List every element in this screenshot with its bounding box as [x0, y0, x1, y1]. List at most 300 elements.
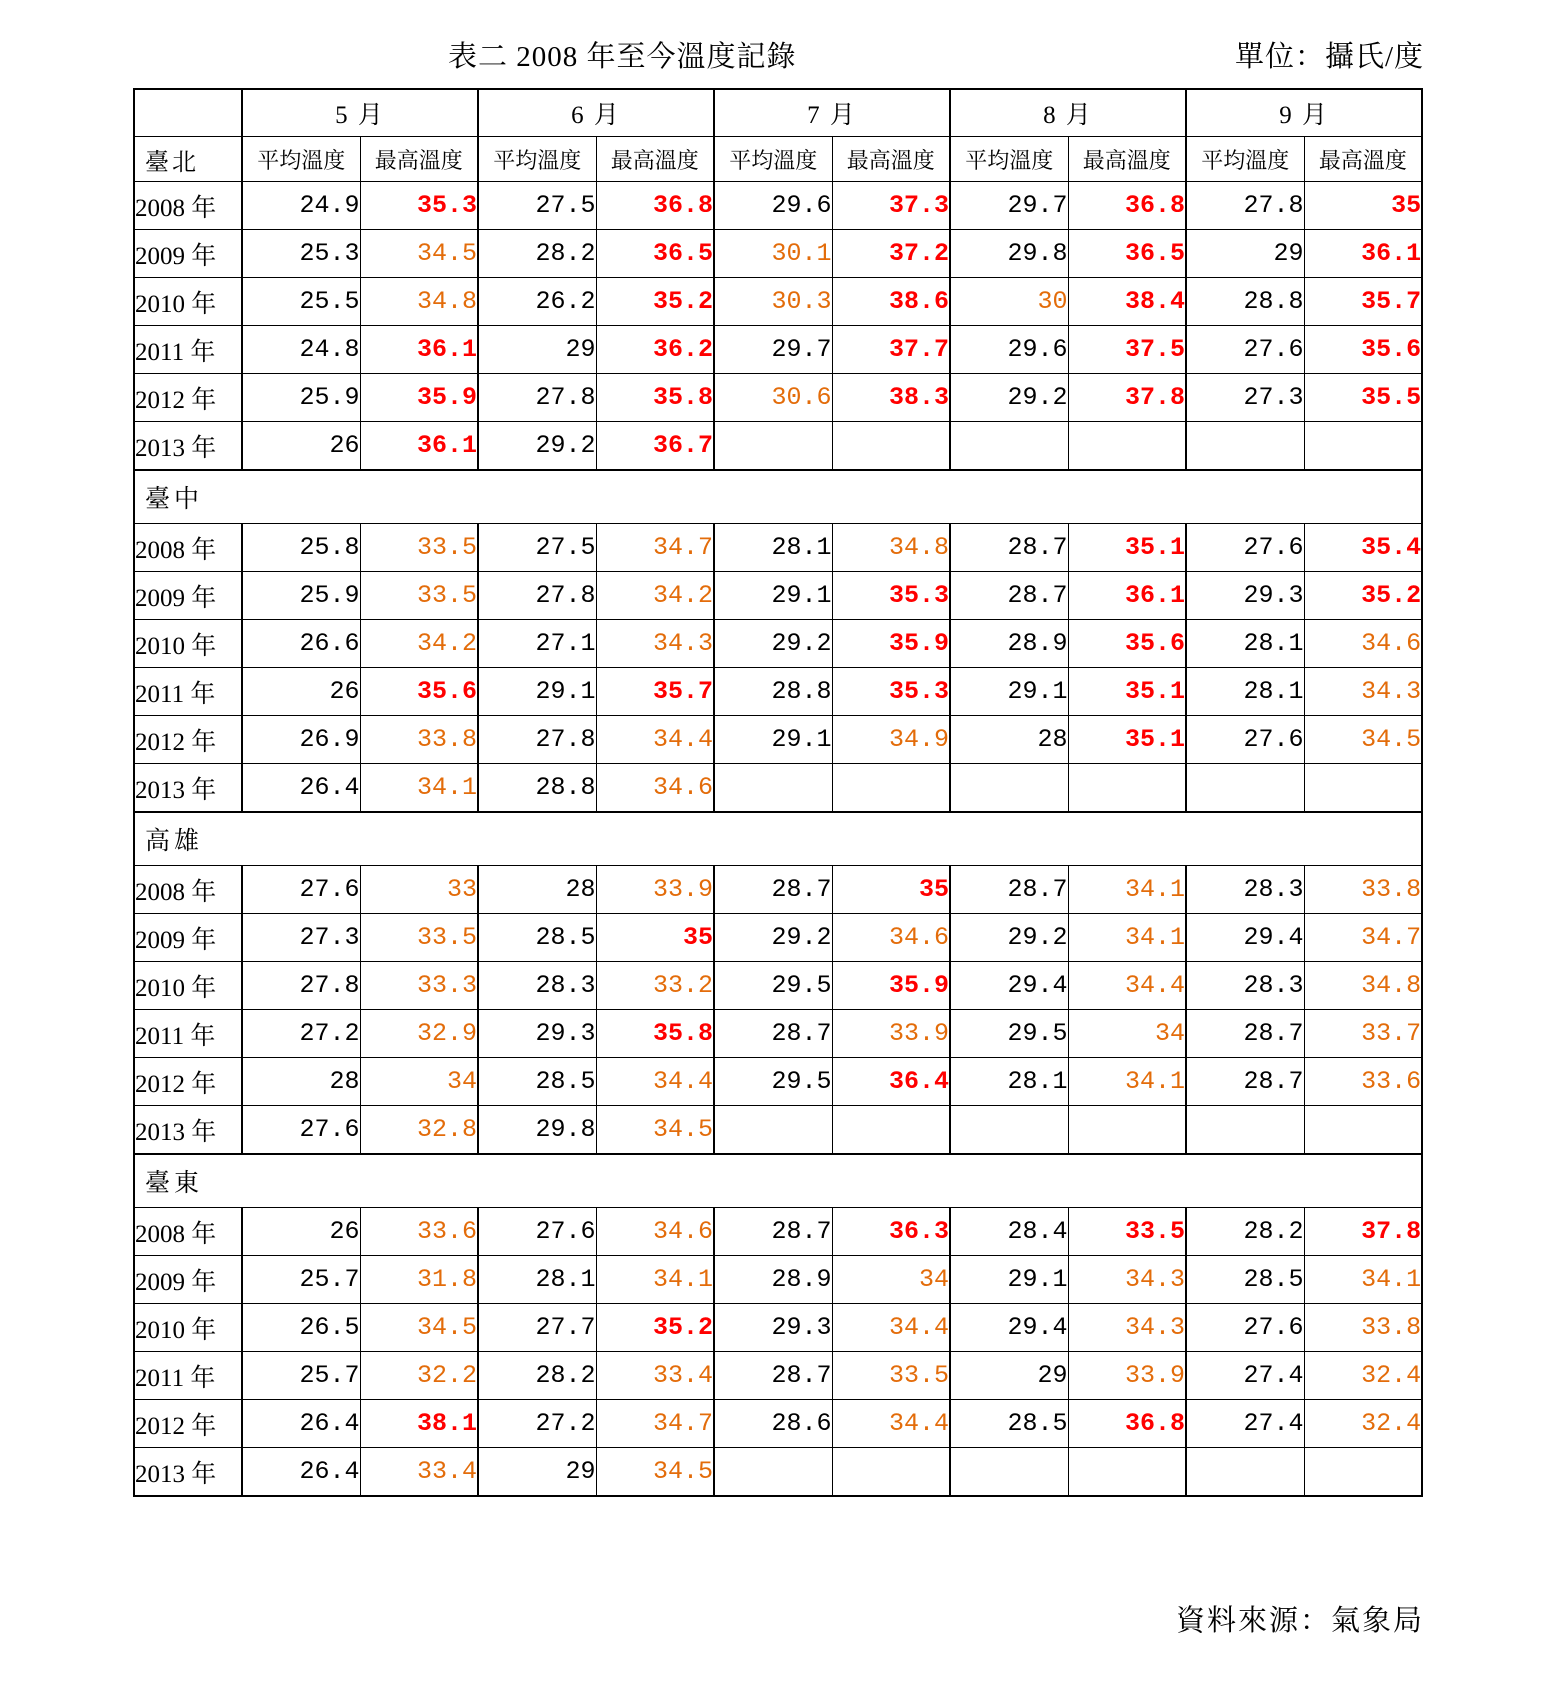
cell-max-temp: 33.6	[360, 1208, 478, 1256]
cell-max-temp: 34.6	[596, 1208, 714, 1256]
table-row	[134, 764, 1422, 813]
table-row	[134, 716, 1422, 764]
cell-avg-temp: 29.5	[950, 1010, 1068, 1058]
cell-avg-temp: 26.6	[242, 620, 360, 668]
cell-avg-temp: 28.7	[714, 1208, 832, 1256]
cell-avg-temp: 29.3	[478, 1010, 596, 1058]
cell-avg-temp: 27.5	[478, 524, 596, 572]
subheader-avg-temp: 平均溫度	[1186, 137, 1304, 182]
cell-max-temp: 36.3	[832, 1208, 950, 1256]
cell-avg-temp: 27.8	[242, 962, 360, 1010]
cell-avg-temp	[1186, 422, 1304, 471]
cell-avg-temp: 27.8	[1186, 182, 1304, 230]
cell-max-temp: 35.6	[1304, 326, 1422, 374]
cell-avg-temp: 29.8	[478, 1106, 596, 1155]
cell-avg-temp: 27.4	[1186, 1352, 1304, 1400]
cell-avg-temp: 24.9	[242, 182, 360, 230]
row-year-label: 2009 年	[134, 572, 242, 620]
cell-max-temp: 34	[832, 1256, 950, 1304]
cell-avg-temp	[950, 764, 1068, 813]
cell-avg-temp: 29	[950, 1352, 1068, 1400]
cell-max-temp: 35	[1304, 182, 1422, 230]
cell-max-temp: 36.5	[1068, 230, 1186, 278]
cell-avg-temp: 28.5	[478, 914, 596, 962]
cell-avg-temp: 26	[242, 422, 360, 471]
city-label-3: 臺東	[134, 1154, 1422, 1208]
subheader-max-temp: 最高溫度	[832, 137, 950, 182]
row-year-label: 2013 年	[134, 1448, 242, 1497]
cell-avg-temp	[714, 422, 832, 471]
cell-avg-temp: 27.6	[1186, 1304, 1304, 1352]
table-row	[134, 278, 1422, 326]
cell-max-temp: 34.1	[1068, 914, 1186, 962]
table-row	[134, 1058, 1422, 1106]
cell-max-temp: 35	[832, 866, 950, 914]
cell-max-temp: 33.2	[596, 962, 714, 1010]
cell-max-temp: 35.3	[360, 182, 478, 230]
page-title: 表二 2008 年至今溫度記錄	[448, 41, 797, 73]
cell-avg-temp: 29.3	[714, 1304, 832, 1352]
row-year-label: 2008 年	[134, 182, 242, 230]
cell-max-temp: 34.2	[596, 572, 714, 620]
cell-avg-temp: 25.9	[242, 374, 360, 422]
row-year-label: 2012 年	[134, 1058, 242, 1106]
table-row	[134, 1106, 1422, 1155]
table-row	[134, 914, 1422, 962]
row-year-label: 2013 年	[134, 422, 242, 471]
subheader-avg-temp: 平均溫度	[714, 137, 832, 182]
cell-avg-temp: 29.5	[714, 962, 832, 1010]
cell-avg-temp: 29.1	[714, 716, 832, 764]
cell-max-temp: 34.2	[360, 620, 478, 668]
cell-max-temp: 34.7	[596, 524, 714, 572]
cell-max-temp: 35.1	[1068, 668, 1186, 716]
cell-avg-temp: 28.1	[478, 1256, 596, 1304]
cell-avg-temp: 28	[478, 866, 596, 914]
cell-max-temp: 33.5	[1068, 1208, 1186, 1256]
cell-avg-temp: 26.9	[242, 716, 360, 764]
cell-avg-temp: 27.2	[242, 1010, 360, 1058]
cell-avg-temp: 28.1	[1186, 620, 1304, 668]
cell-avg-temp: 28.7	[714, 1010, 832, 1058]
cell-avg-temp: 29.4	[950, 962, 1068, 1010]
cell-max-temp: 34.3	[1068, 1256, 1186, 1304]
cell-max-temp	[1304, 1448, 1422, 1497]
cell-avg-temp	[950, 1106, 1068, 1155]
cell-max-temp: 35.2	[1304, 572, 1422, 620]
table-row	[134, 1304, 1422, 1352]
cell-avg-temp: 30.3	[714, 278, 832, 326]
city-section-row	[134, 470, 1422, 524]
cell-avg-temp: 30.6	[714, 374, 832, 422]
city-label-2: 高雄	[134, 812, 1422, 866]
cell-max-temp	[832, 1106, 950, 1155]
cell-max-temp: 35.2	[596, 278, 714, 326]
cell-avg-temp: 29.2	[478, 422, 596, 471]
month-header-cell: 5 月	[242, 89, 478, 137]
table-row	[134, 572, 1422, 620]
cell-avg-temp: 26	[242, 668, 360, 716]
cell-avg-temp: 28.2	[478, 230, 596, 278]
cell-max-temp: 37.8	[1068, 374, 1186, 422]
cell-avg-temp: 27.8	[478, 572, 596, 620]
cell-avg-temp: 28.7	[1186, 1058, 1304, 1106]
cell-max-temp: 33.8	[360, 716, 478, 764]
cell-avg-temp: 27.4	[1186, 1400, 1304, 1448]
cell-avg-temp: 28.7	[950, 572, 1068, 620]
cell-max-temp: 38.4	[1068, 278, 1186, 326]
cell-max-temp: 35.3	[832, 668, 950, 716]
cell-max-temp: 31.8	[360, 1256, 478, 1304]
cell-avg-temp: 28.3	[1186, 962, 1304, 1010]
cell-max-temp: 34.1	[596, 1256, 714, 1304]
cell-max-temp: 37.2	[832, 230, 950, 278]
cell-avg-temp: 26.4	[242, 1400, 360, 1448]
row-year-label: 2010 年	[134, 962, 242, 1010]
title-bar	[0, 34, 1554, 80]
cell-avg-temp: 28.4	[950, 1208, 1068, 1256]
cell-max-temp: 34.5	[1304, 716, 1422, 764]
cell-avg-temp: 27.6	[478, 1208, 596, 1256]
cell-avg-temp: 25.5	[242, 278, 360, 326]
cell-max-temp: 34.4	[596, 716, 714, 764]
cell-avg-temp: 27.5	[478, 182, 596, 230]
cell-avg-temp: 27.2	[478, 1400, 596, 1448]
row-year-label: 2012 年	[134, 1400, 242, 1448]
cell-avg-temp: 25.3	[242, 230, 360, 278]
cell-max-temp: 35.5	[1304, 374, 1422, 422]
subheader-avg-temp: 平均溫度	[478, 137, 596, 182]
cell-avg-temp: 28	[950, 716, 1068, 764]
cell-max-temp: 34.3	[1304, 668, 1422, 716]
cell-max-temp: 33.4	[596, 1352, 714, 1400]
source-label: 資料來源：氣象局	[1175, 1605, 1424, 1637]
cell-avg-temp: 28.5	[478, 1058, 596, 1106]
cell-avg-temp: 29	[478, 1448, 596, 1497]
cell-max-temp: 34.6	[832, 914, 950, 962]
row-year-label: 2009 年	[134, 230, 242, 278]
cell-avg-temp: 27.8	[478, 374, 596, 422]
cell-max-temp: 32.4	[1304, 1352, 1422, 1400]
cell-max-temp	[832, 764, 950, 813]
cell-avg-temp: 28	[242, 1058, 360, 1106]
sub-header-row	[134, 137, 1422, 182]
cell-avg-temp: 28.8	[1186, 278, 1304, 326]
cell-avg-temp: 29.2	[950, 914, 1068, 962]
cell-avg-temp: 29.6	[950, 326, 1068, 374]
cell-max-temp: 32.2	[360, 1352, 478, 1400]
cell-max-temp: 35.1	[1068, 716, 1186, 764]
cell-max-temp: 33.6	[1304, 1058, 1422, 1106]
cell-avg-temp: 29	[1186, 230, 1304, 278]
cell-max-temp: 35.4	[1304, 524, 1422, 572]
row-year-label: 2011 年	[134, 1010, 242, 1058]
cell-avg-temp: 29.5	[714, 1058, 832, 1106]
table-row	[134, 230, 1422, 278]
cell-max-temp: 34.3	[596, 620, 714, 668]
cell-max-temp: 36.8	[1068, 1400, 1186, 1448]
cell-max-temp: 34.5	[360, 1304, 478, 1352]
row-year-label: 2013 年	[134, 1106, 242, 1155]
cell-max-temp: 33.4	[360, 1448, 478, 1497]
cell-max-temp: 35.6	[360, 668, 478, 716]
cell-avg-temp: 27.3	[1186, 374, 1304, 422]
cell-avg-temp: 28.7	[1186, 1010, 1304, 1058]
table-row	[134, 962, 1422, 1010]
cell-avg-temp: 26.4	[242, 764, 360, 813]
cell-max-temp: 38.6	[832, 278, 950, 326]
cell-max-temp: 33.9	[832, 1010, 950, 1058]
cell-max-temp: 34.6	[596, 764, 714, 813]
cell-max-temp: 38.1	[360, 1400, 478, 1448]
cell-max-temp: 32.9	[360, 1010, 478, 1058]
cell-max-temp: 34.3	[1068, 1304, 1186, 1352]
cell-avg-temp: 29.1	[478, 668, 596, 716]
cell-avg-temp: 29.8	[950, 230, 1068, 278]
unit-label: 單位：攝氏/度	[1234, 41, 1424, 73]
cell-avg-temp	[950, 1448, 1068, 1497]
city-label-1: 臺中	[134, 470, 1422, 524]
subheader-max-temp: 最高溫度	[596, 137, 714, 182]
subheader-avg-temp: 平均溫度	[242, 137, 360, 182]
cell-avg-temp: 28.7	[950, 524, 1068, 572]
cell-max-temp: 38.3	[832, 374, 950, 422]
cell-avg-temp: 29.7	[950, 182, 1068, 230]
city-section-row	[134, 812, 1422, 866]
table-row	[134, 1400, 1422, 1448]
cell-max-temp	[832, 422, 950, 471]
city-label-taipei: 臺北	[134, 137, 242, 182]
cell-max-temp: 36.1	[360, 326, 478, 374]
cell-max-temp: 33.9	[1068, 1352, 1186, 1400]
cell-avg-temp: 29.7	[714, 326, 832, 374]
cell-max-temp: 32.4	[1304, 1400, 1422, 1448]
table-row	[134, 524, 1422, 572]
cell-avg-temp: 28.7	[714, 1352, 832, 1400]
cell-avg-temp: 27.6	[1186, 524, 1304, 572]
cell-max-temp: 32.8	[360, 1106, 478, 1155]
cell-max-temp: 36.7	[596, 422, 714, 471]
cell-avg-temp: 29.1	[950, 668, 1068, 716]
cell-avg-temp: 30	[950, 278, 1068, 326]
cell-max-temp: 34.6	[1304, 620, 1422, 668]
month-header-cell: 7 月	[714, 89, 950, 137]
cell-max-temp	[1304, 764, 1422, 813]
cell-avg-temp: 28.8	[478, 764, 596, 813]
cell-max-temp	[1068, 1448, 1186, 1497]
cell-max-temp: 36.5	[596, 230, 714, 278]
cell-max-temp: 33.5	[360, 524, 478, 572]
temperature-table	[133, 88, 1423, 1497]
table-row	[134, 668, 1422, 716]
cell-max-temp: 35.9	[832, 620, 950, 668]
cell-max-temp: 34.4	[596, 1058, 714, 1106]
cell-max-temp: 34.5	[596, 1106, 714, 1155]
cell-max-temp: 36.8	[1068, 182, 1186, 230]
cell-avg-temp	[1186, 1448, 1304, 1497]
subheader-max-temp: 最高溫度	[1304, 137, 1422, 182]
cell-avg-temp: 30.1	[714, 230, 832, 278]
cell-avg-temp: 28.1	[714, 524, 832, 572]
cell-avg-temp: 28.3	[1186, 866, 1304, 914]
cell-avg-temp: 28.8	[714, 668, 832, 716]
cell-avg-temp: 29.4	[950, 1304, 1068, 1352]
cell-avg-temp: 29.2	[714, 914, 832, 962]
cell-max-temp: 34.7	[596, 1400, 714, 1448]
cell-max-temp: 33.8	[1304, 866, 1422, 914]
row-year-label: 2011 年	[134, 1352, 242, 1400]
table-row	[134, 422, 1422, 471]
cell-max-temp: 34.9	[832, 716, 950, 764]
cell-max-temp: 33	[360, 866, 478, 914]
row-year-label: 2011 年	[134, 326, 242, 374]
cell-avg-temp	[950, 422, 1068, 471]
cell-max-temp: 34.4	[832, 1304, 950, 1352]
cell-max-temp: 34.5	[360, 230, 478, 278]
cell-avg-temp: 24.8	[242, 326, 360, 374]
month-header-row	[134, 89, 1422, 137]
cell-max-temp: 37.5	[1068, 326, 1186, 374]
table-row	[134, 866, 1422, 914]
table-row	[134, 620, 1422, 668]
cell-max-temp: 34.1	[360, 764, 478, 813]
cell-max-temp: 34.4	[832, 1400, 950, 1448]
row-year-label: 2010 年	[134, 1304, 242, 1352]
cell-max-temp: 35.2	[596, 1304, 714, 1352]
cell-max-temp: 33.5	[360, 914, 478, 962]
cell-max-temp: 34.1	[1304, 1256, 1422, 1304]
table-row	[134, 1448, 1422, 1497]
month-header-cell: 9 月	[1186, 89, 1422, 137]
cell-avg-temp: 27.7	[478, 1304, 596, 1352]
row-year-label: 2008 年	[134, 1208, 242, 1256]
city-section-row	[134, 1154, 1422, 1208]
cell-avg-temp: 25.7	[242, 1256, 360, 1304]
cell-avg-temp: 28.3	[478, 962, 596, 1010]
cell-max-temp: 35.9	[360, 374, 478, 422]
table-row	[134, 182, 1422, 230]
cell-avg-temp: 28.1	[1186, 668, 1304, 716]
cell-max-temp: 34	[1068, 1010, 1186, 1058]
table-row	[134, 1352, 1422, 1400]
cell-max-temp: 35.8	[596, 374, 714, 422]
cell-max-temp: 36.1	[1068, 572, 1186, 620]
month-header-cell: 6 月	[478, 89, 714, 137]
cell-avg-temp	[714, 1448, 832, 1497]
cell-avg-temp: 27.6	[1186, 326, 1304, 374]
cell-max-temp: 35	[596, 914, 714, 962]
cell-avg-temp: 28.9	[714, 1256, 832, 1304]
cell-max-temp	[1068, 422, 1186, 471]
table-row	[134, 1010, 1422, 1058]
row-year-label: 2012 年	[134, 716, 242, 764]
cell-max-temp: 36.1	[1304, 230, 1422, 278]
cell-avg-temp: 27.6	[1186, 716, 1304, 764]
cell-max-temp: 36.2	[596, 326, 714, 374]
cell-max-temp	[832, 1448, 950, 1497]
table-row	[134, 326, 1422, 374]
row-year-label: 2010 年	[134, 278, 242, 326]
cell-avg-temp: 29.2	[714, 620, 832, 668]
cell-avg-temp	[714, 764, 832, 813]
cell-max-temp: 37.3	[832, 182, 950, 230]
subheader-max-temp: 最高溫度	[360, 137, 478, 182]
row-year-label: 2012 年	[134, 374, 242, 422]
cell-avg-temp: 28.6	[714, 1400, 832, 1448]
cell-avg-temp: 29.3	[1186, 572, 1304, 620]
cell-avg-temp: 29.2	[950, 374, 1068, 422]
cell-avg-temp: 28.2	[1186, 1208, 1304, 1256]
cell-max-temp: 35.6	[1068, 620, 1186, 668]
row-year-label: 2008 年	[134, 524, 242, 572]
cell-avg-temp: 28.9	[950, 620, 1068, 668]
cell-avg-temp: 29.6	[714, 182, 832, 230]
cell-max-temp: 37.8	[1304, 1208, 1422, 1256]
cell-avg-temp	[714, 1106, 832, 1155]
row-year-label: 2010 年	[134, 620, 242, 668]
cell-max-temp: 34.8	[832, 524, 950, 572]
cell-max-temp	[1304, 422, 1422, 471]
table-corner-cell	[134, 89, 242, 137]
cell-avg-temp: 25.9	[242, 572, 360, 620]
cell-max-temp: 34.1	[1068, 1058, 1186, 1106]
month-header-cell: 8 月	[950, 89, 1186, 137]
cell-avg-temp: 29.4	[1186, 914, 1304, 962]
cell-avg-temp: 27.1	[478, 620, 596, 668]
cell-max-temp: 36.1	[360, 422, 478, 471]
cell-max-temp: 33.8	[1304, 1304, 1422, 1352]
cell-avg-temp: 28.2	[478, 1352, 596, 1400]
cell-max-temp: 34.4	[1068, 962, 1186, 1010]
cell-avg-temp: 27.3	[242, 914, 360, 962]
cell-max-temp: 33.9	[596, 866, 714, 914]
cell-max-temp: 37.7	[832, 326, 950, 374]
cell-max-temp: 35.8	[596, 1010, 714, 1058]
cell-avg-temp: 26.2	[478, 278, 596, 326]
row-year-label: 2013 年	[134, 764, 242, 813]
cell-max-temp: 34.8	[360, 278, 478, 326]
cell-max-temp: 36.8	[596, 182, 714, 230]
cell-max-temp: 33.5	[360, 572, 478, 620]
table-row	[134, 1208, 1422, 1256]
cell-max-temp: 34.7	[1304, 914, 1422, 962]
cell-max-temp: 34	[360, 1058, 478, 1106]
cell-max-temp	[1304, 1106, 1422, 1155]
cell-avg-temp: 28.5	[950, 1400, 1068, 1448]
cell-max-temp: 35.9	[832, 962, 950, 1010]
cell-avg-temp: 28.7	[714, 866, 832, 914]
cell-max-temp: 34.1	[1068, 866, 1186, 914]
row-year-label: 2009 年	[134, 914, 242, 962]
cell-avg-temp: 27.6	[242, 1106, 360, 1155]
cell-avg-temp: 26.4	[242, 1448, 360, 1497]
cell-avg-temp: 26.5	[242, 1304, 360, 1352]
cell-avg-temp: 25.8	[242, 524, 360, 572]
cell-max-temp: 33.3	[360, 962, 478, 1010]
cell-avg-temp: 28.7	[950, 866, 1068, 914]
cell-avg-temp: 25.7	[242, 1352, 360, 1400]
cell-max-temp: 33.7	[1304, 1010, 1422, 1058]
table-row	[134, 1256, 1422, 1304]
cell-avg-temp: 28.1	[950, 1058, 1068, 1106]
cell-max-temp: 35.1	[1068, 524, 1186, 572]
table-row	[134, 374, 1422, 422]
cell-max-temp: 36.4	[832, 1058, 950, 1106]
cell-max-temp	[1068, 764, 1186, 813]
table-body	[134, 89, 1422, 1496]
cell-avg-temp	[1186, 1106, 1304, 1155]
cell-max-temp: 35.7	[596, 668, 714, 716]
